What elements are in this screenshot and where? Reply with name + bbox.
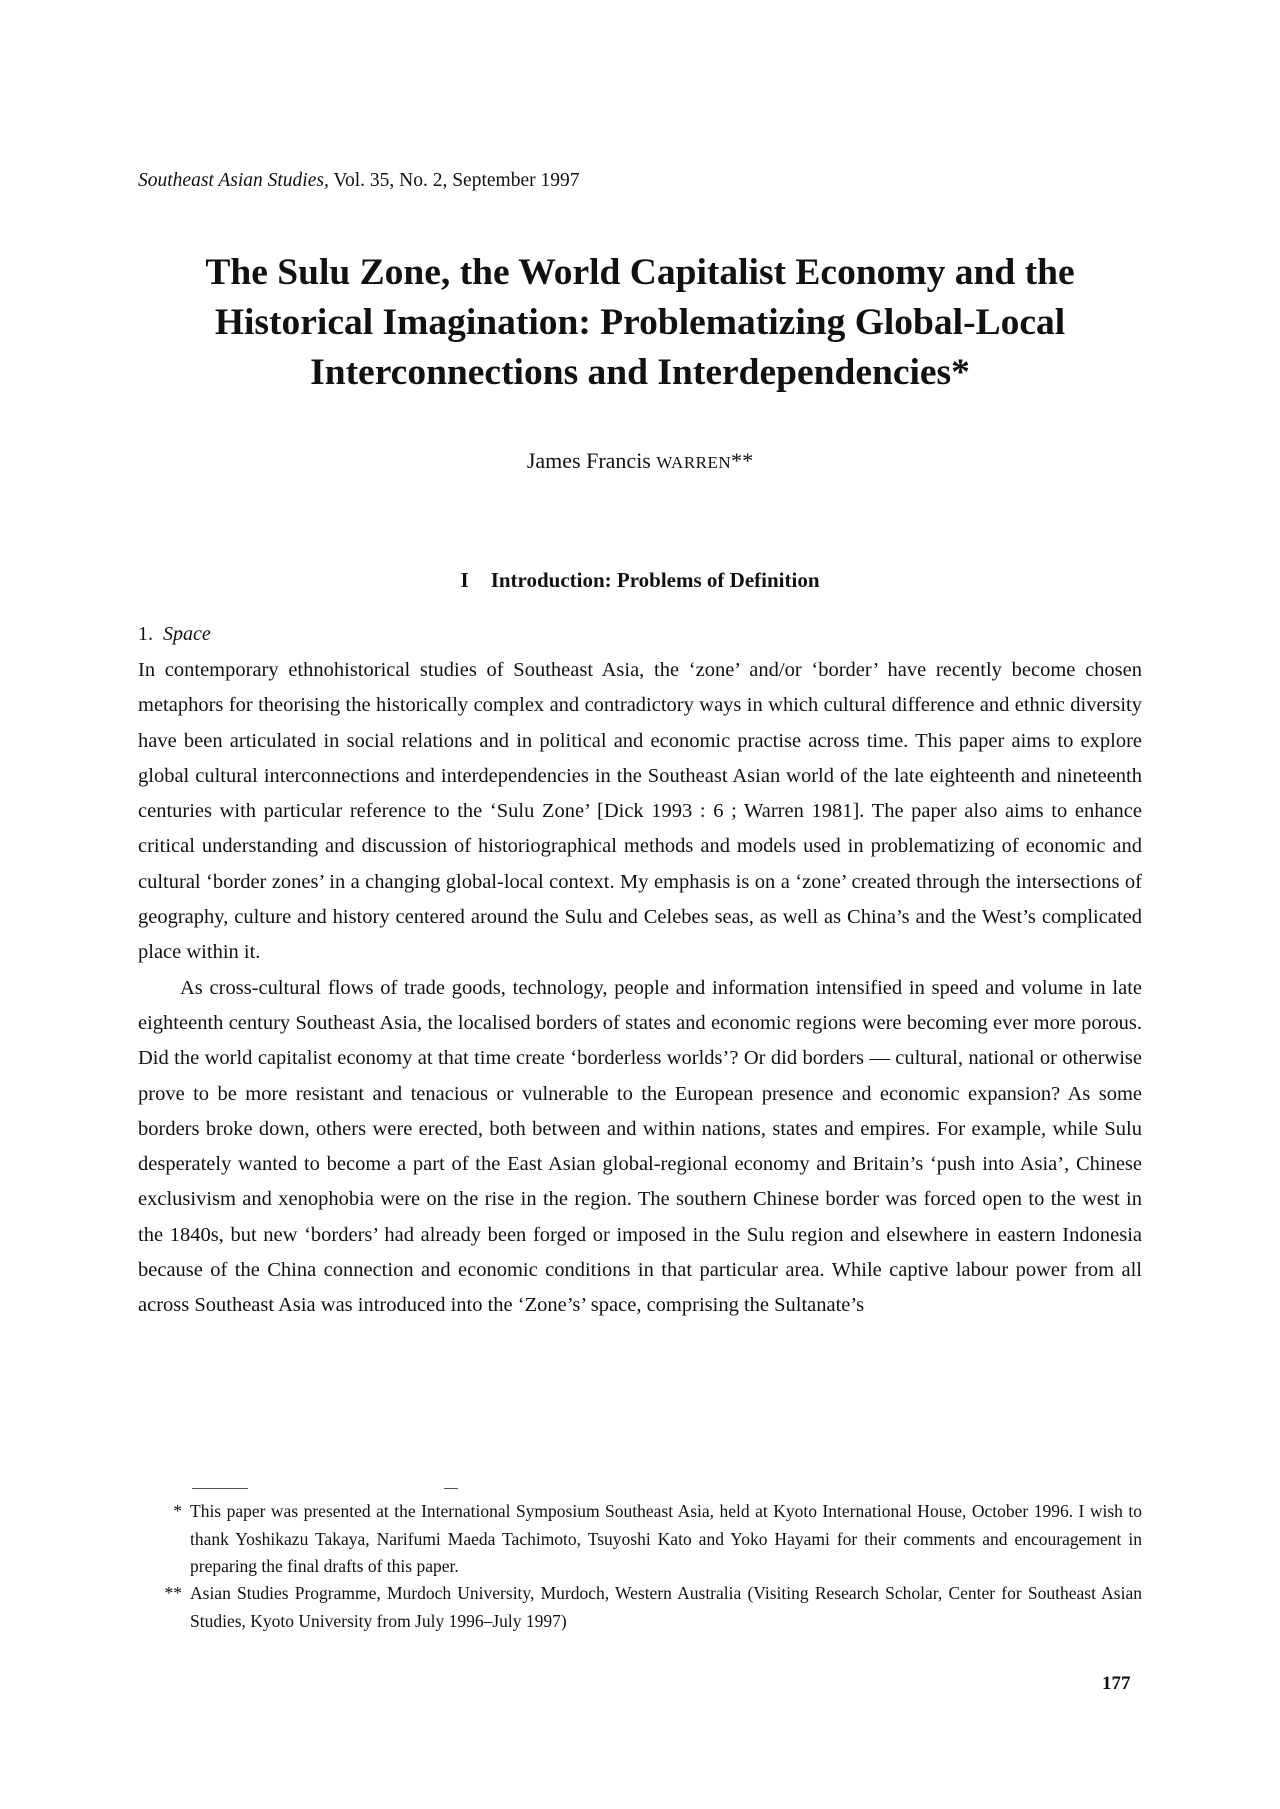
paragraph-2: As cross-cultural flows of trade goods, technology, people and information intensified in speed and volume in late eighteenth century Southeast Asia, the localised borders of states and economic regions were becoming ever more porous. Did the world capitalist economy at that time create ‘borderless worlds’? Or did borders — cultural, national or otherwise prove to be more resistant and tenacious or vulnerable to the European presence and economic expansion? As some borders broke down, others were erected, both between and within nations, states and empires. For example, while Sulu desperately wanted to become a part of the East Asian global-regional economy and Britain’s ‘push into Asia’, Chinese exclusivism and xenophobia were on the rise in the region. The southern Chinese border was forced open to the west in the 1840s, but new ‘borders’ had already been forged or imposed in the Sulu region and elsewhere in eastern Indonesia because of the China connection and economic conditions in that particular area. While captive labour power from all across Southeast Asia was introduced into the ‘Zone’s’ space, comprising the Sultanate’s: [138, 976, 1142, 1317]
subsection-heading: [138, 623, 211, 646]
page-number: 177: [1102, 1673, 1131, 1694]
journal-details: Vol. 35, No. 2, September 1997: [333, 170, 580, 191]
paper-title: [100, 248, 1180, 398]
footnote-mark: **: [164, 1583, 182, 1603]
subsection-title: Space: [163, 623, 211, 645]
journal-header: [138, 170, 579, 192]
author-given-name: James Francis: [526, 448, 651, 473]
author-byline: [0, 448, 1280, 474]
paragraph-1: In contemporary ethnohistorical studies of Southeast Asia, the ‘zone’ and/or ‘border’ have recently become chosen metaphors for theorising the historically complex and contradictory ways in which cultural difference and ethnic diversity have been articulated in social relations and in political and economic practise across time. This paper aims to explore global cultural interconnections and interdependencies in the Southeast Asian world of the late eighteenth and nineteenth centuries with particular reference to the ‘Sulu Zone’ [Dick 1993 : 6 ; Warren 1981]. The paper also aims to enhance critical understanding and discussion of historiographical methods and models used in problematizing of economic and cultural ‘border zones’ in a changing global-local context. My emphasis is on a ‘zone’ created through the intersections of geography, culture and history centered around the Sulu and Celebes seas, as well as China’s and the West’s complicated place within it.: [138, 659, 1142, 964]
subsection-number: 1.: [138, 623, 153, 645]
title-line-2: Historical Imagination: Problematizing Global-Local: [214, 302, 1066, 343]
section-title: Introduction: Problems of Definition: [490, 568, 820, 592]
footnote-mark: *: [173, 1501, 182, 1521]
title-line-1: The Sulu Zone, the World Capitalist Economy and the: [205, 252, 1075, 293]
footnote-rule: [192, 1488, 248, 1489]
section-heading: [0, 568, 1280, 593]
journal-name: Southeast Asian Studies,: [138, 170, 329, 191]
footnote: [148, 1580, 1142, 1635]
footnote-text: Asian Studies Programme, Murdoch University, Murdoch, Western Australia (Visiting Research Scholar, Center for Southeast Asian Studies, Kyoto University from July 1996–July 1997): [190, 1583, 1142, 1631]
body-text: [138, 653, 1142, 1324]
footnote: [148, 1498, 1142, 1581]
author-footnote-mark: **: [731, 448, 754, 473]
author-family-name: WARREN: [656, 453, 732, 472]
section-number: I: [460, 568, 469, 592]
footnote-rule-fragment: [444, 1488, 458, 1489]
title-line-3: Interconnections and Interdependencies*: [310, 352, 970, 393]
footnote-text: This paper was presented at the International Symposium Southeast Asia, held at Kyoto International House, October 1996. I wish to thank Yoshikazu Takaya, Narifumi Maeda Tachimoto, Tsuyoshi Kato and Yoko Hayami for their comments and encouragement in preparing the final drafts of this paper.: [190, 1501, 1142, 1576]
